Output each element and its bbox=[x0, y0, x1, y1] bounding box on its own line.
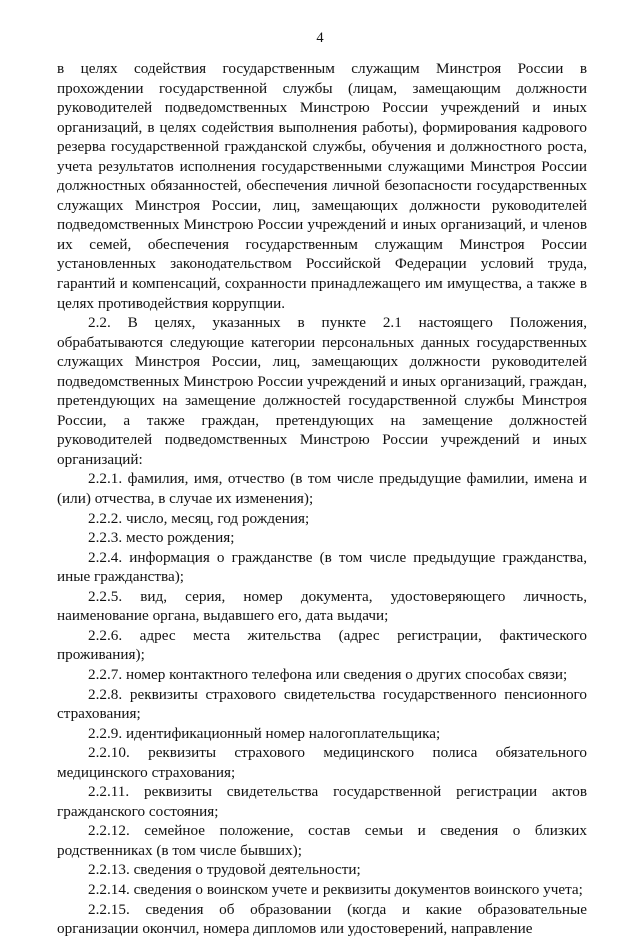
list-item-2-2-8: 2.2.8. реквизиты страхового свидетельства государственного пенсионного страхования; bbox=[57, 685, 587, 723]
list-item-2-2-10: 2.2.10. реквизиты страхового медицинского полиса обязательного медицинского страхования; bbox=[57, 744, 587, 781]
paragraph-purpose-continuation: в целях содействия государственным служащим Минстроя России в прохождении государственной службы (лицам, замещающим должности руководителей подведомственных Минстрою России учреждений и иных организаций, в целях содействия выполнения работы), формирования кадрового резерва государственной гражданской службы, обучения и должностного роста, учета результатов исполнения государственными служащими Минстроя России должностных обязанностей, обеспечения личной безопасности государственных служащих Минстроя России, лиц, замещающих должности руководителей подведомственных Минстрою России учреждений и иных организаций, и членов их семей, обеспечения государственным служащим Минстроя России установленных законодательством Российской Федерации условий труда, гарантий и компенсаций, сохранности принадлежащего им имущества, а также в целях противодействия коррупции. bbox=[57, 60, 587, 312]
list-item-2-2-6: 2.2.6. адрес места жительства (адрес регистрации, фактического проживания); bbox=[57, 626, 587, 664]
list-item-2-2-9: 2.2.9. идентификационный номер налогоплательщика; bbox=[88, 724, 441, 742]
list-item-2-2-15: 2.2.15. сведения об образовании (когда и какие образовательные организации окончил, номера дипломов или удостоверений, направление bbox=[57, 900, 587, 938]
list-item-2-2-4: 2.2.4. информация о гражданстве (в том числе предыдущие гражданства, иные гражданства); bbox=[57, 548, 587, 586]
page-number: 4 bbox=[316, 30, 324, 46]
list-item-2-2-3: 2.2.3. место рождения; bbox=[88, 529, 235, 547]
list-item-2-2-5: 2.2.5. вид, серия, номер документа, удостоверяющего личность, наименование органа, выдавшего его, дата выдачи; bbox=[57, 587, 587, 625]
document-body bbox=[57, 59, 587, 939]
list-item-2-2-14: 2.2.14. сведения о воинском учете и реквизиты документов воинского учета; bbox=[88, 880, 583, 898]
list-item-2-2-12: 2.2.12. семейное положение, состав семьи и сведения о близких родственниках (в том числе бывших); bbox=[57, 822, 587, 859]
paragraph-2-2: 2.2. В целях, указанных в пункте 2.1 настоящего Положения, обрабатываются следующие категории персональных данных государственных служащих Минстроя России, лиц, замещающих должности руководителей подведомственных Минстрою России учреждений и иных организаций, граждан, претендующих на замещение должностей государственной службы Минстроя России, а также граждан, претендующих на замещение должностей руководителей подведомственных Минстрою России учреждений и иных организаций: bbox=[57, 314, 587, 468]
list-item-2-2-7: 2.2.7. номер контактного телефона или сведения о других способах связи; bbox=[88, 665, 568, 683]
list-item-2-2-11: 2.2.11. реквизиты свидетельства государственной регистрации актов гражданского состояния; bbox=[57, 783, 587, 820]
list-item-2-2-2: 2.2.2. число, месяц, год рождения; bbox=[88, 509, 310, 527]
list-item-2-2-1: 2.2.1. фамилия, имя, отчество (в том числе предыдущие фамилии, имена и (или) отчества, в случае их изменения); bbox=[57, 470, 587, 508]
list-item-2-2-13: 2.2.13. сведения о трудовой деятельности; bbox=[88, 861, 361, 879]
